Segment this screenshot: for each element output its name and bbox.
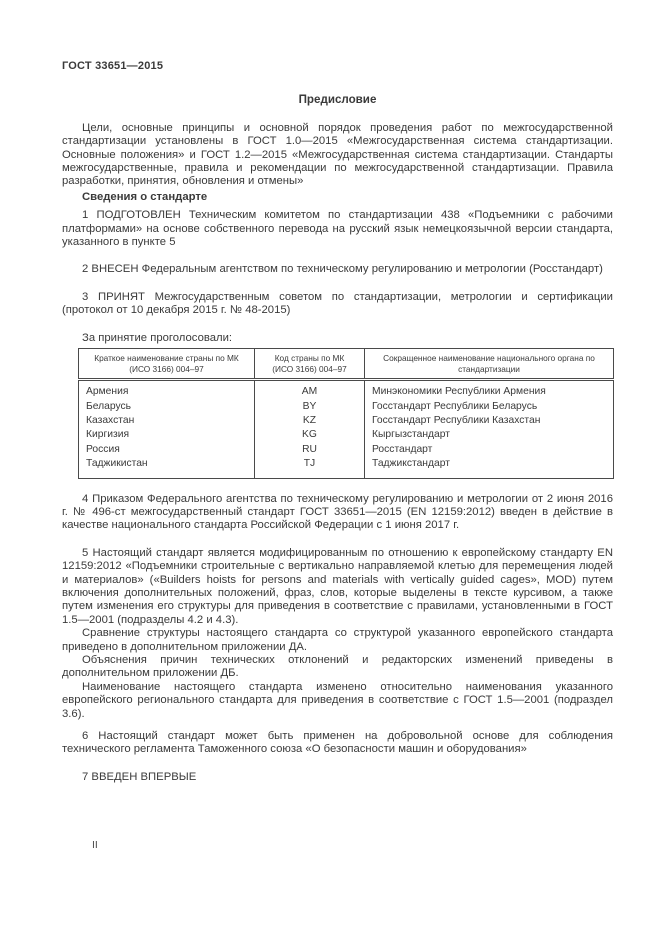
table-row [79,428,614,442]
code-cell: KG [255,428,365,442]
country-cell: Киргизия [86,429,130,441]
clause-5-structure-note: Сравнение структуры настоящего стандарта со структурой указанного европейского стандарта приведено в дополнительном приложении ДА. [62,627,613,653]
standard-code: ГОСТ 33651—2015 [62,60,164,72]
table-row [79,400,614,414]
header-national-body: Сокращенное наименование национального органа по стандартизации [365,349,614,380]
clause-5-modified: 5 Настоящий стандарт является модифицированным по отношению к европейскому стандарту EN 12159:2012 «Подъемники строительные с вертикально направляемой клетью для перемещения людей и материалов» («Builders hoists for persons and materials with vertically guided cages», MOD) путем включения дополнительных положений, фраз, слов, которые выделены в тексте курсивом, а также путем изменения его структуры для приведения в соответствие с правилами, установленными в ГОСТ 1.5—2001 (подразделы 4.2 и 4.3). [62,546,613,626]
page-content [62,60,613,784]
code-cell: BY [255,400,365,414]
country-cell: Россия [86,443,120,455]
code-cell: RU [255,443,365,457]
country-cell: Армения [86,386,129,398]
clause-7-first-edition: 7 ВВЕДЕН ВПЕРВЫЕ [82,770,197,783]
code-cell: TJ [255,457,365,478]
clause-5-explanations-note: Объяснения причин технических отклонений и редакторских изменений приведены в дополнительном приложении ДБ. [62,654,613,680]
clause-4-enacted: 4 Приказом Федерального агентства по техническому регулированию и метрологии от 2 июня 2016 г. № 496-ст межгосударственный стандарт ГОСТ 33651—2015 (EN 12159:2012) введен в действие в качестве национального стандарта Российской Федерации с 1 июня 2017 г. [62,492,613,532]
clause-1-prepared: 1 ПОДГОТОВЛЕН Техническим комитетом по стандартизации 438 «Подъемники с рабочими платформами» на основе собственного перевода на русский язык немецкоязычной версии стандарта, указанного в пункте 5 [62,209,613,249]
clause-2-submitted: 2 ВНЕСЕН Федеральным агентством по техническому регулированию и метрологии (Росстандарт) [82,263,603,276]
intro-paragraph: Цели, основные принципы и основной порядок проведения работ по межгосударственной стандартизации установлены в ГОСТ 1.0—2015 «Межгосударственная система стандартизации. Основные положения» и ГОСТ 1.2—2015 «Межгосударственная система стандартизации. Стандарты межгосударственные, правила и рекомендации по межгосударственной стандартизации. Правила разработки, принятия, обновления и отмены» [62,121,613,188]
clause-3-adopted: 3 ПРИНЯТ Межгосударственным советом по стандартизации, метрологии и сертификации (протокол от 10 декабря 2015 г. № 48-2015) [62,290,613,317]
vote-table [78,348,614,478]
page-title: Предисловие [298,93,377,107]
vote-caption: За принятие проголосовали: [82,331,233,344]
table-row [79,414,614,428]
table-row [79,443,614,457]
header-country-name: Краткое наименование страны по МК (ИСО 3166) 004–97 [79,349,255,380]
table-row [79,457,614,478]
section-heading: Сведения о стандарте [82,190,208,203]
page-number: II [92,839,98,851]
org-cell: Таджикстандарт [365,457,614,478]
clause-6-voluntary: 6 Настоящий стандарт может быть применен на добровольной основе для соблюдения технического регламента Таможенного союза «О безопасности машин и оборудования» [62,730,613,756]
country-cell: Беларусь [86,400,132,412]
code-cell: KZ [255,414,365,428]
header-country-code: Код страны по МК (ИСО 3166) 004–97 [255,349,365,380]
country-cell: Таджикистан [86,458,148,470]
vote-table-header-row [79,349,614,380]
org-cell: Кыргызстандарт [365,428,614,442]
code-cell: AM [255,380,365,400]
clause-5-naming-note: Наименование настоящего стандарта изменено относительно наименования указанного европейского регионального стандарта для приведения в соответствие с ГОСТ 1.5—2001 (подраздел 3.6). [62,680,613,720]
org-cell: Госстандарт Республики Беларусь [365,400,614,414]
org-cell: Минэкономики Республики Армения [365,380,614,400]
org-cell: Госстандарт Республики Казахстан [365,414,614,428]
country-cell: Казахстан [86,414,135,426]
org-cell: Росстандарт [365,443,614,457]
table-row [79,380,614,400]
